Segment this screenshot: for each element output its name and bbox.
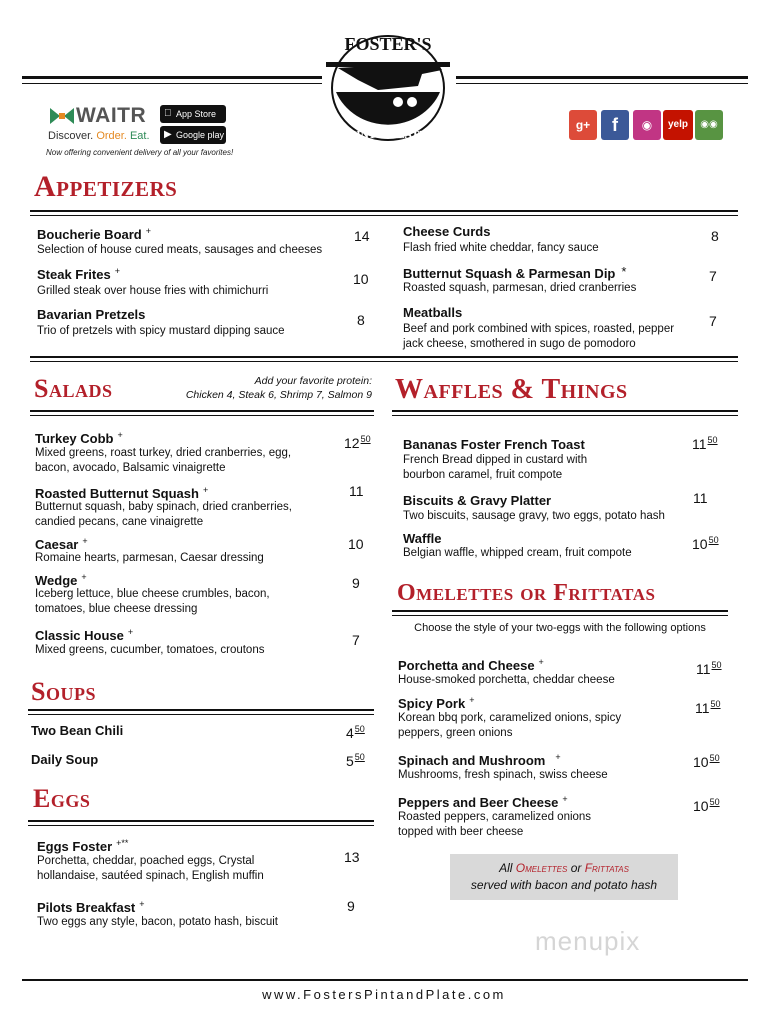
menu-item-name: Eggs Foster +** xyxy=(37,838,129,854)
menu-item-price: 13 xyxy=(344,849,360,865)
menu-item-desc: Mixed greens, roast turkey, dried cranberries, egg, bacon, avocado, Balsamic vinaigrette xyxy=(35,447,292,474)
appetizers-title: Appetizers xyxy=(34,170,178,203)
menu-item-name: Daily Soup xyxy=(31,752,99,767)
plane-logo-icon xyxy=(318,20,458,150)
menu-item-desc: Selection of house cured meats, sausages and cheeses xyxy=(37,244,323,256)
instagram-icon[interactable]: ◉ xyxy=(633,110,661,140)
menu-item-price: 10 xyxy=(348,536,364,552)
soups-rule xyxy=(28,709,374,711)
menu-item-desc: Trio of pretzels with spicy mustard dipping sauce xyxy=(37,325,285,337)
menu-item-name: Spicy Pork + xyxy=(398,695,475,711)
google-play-label: Google play xyxy=(176,130,225,140)
menu-item-price: $11^{50}$ xyxy=(695,699,721,716)
header-rule-left-top xyxy=(22,76,322,79)
eggs-rule-2 xyxy=(28,825,374,826)
header-rule-right-top xyxy=(456,76,748,79)
menu-item-name: Turkey Cobb + xyxy=(35,430,123,446)
app-store-label: App Store xyxy=(176,109,217,119)
footer-rule xyxy=(22,979,748,981)
menu-item-name: Two Bean Chili xyxy=(31,723,124,738)
menu-item-price: $5^{50}$ xyxy=(346,752,365,769)
menu-item-price: $4^{50}$ xyxy=(346,724,365,741)
appetizers-rule-top xyxy=(30,210,738,212)
menu-item-price: 14 xyxy=(354,228,370,244)
menu-item-price: $10^{50}$ xyxy=(692,535,719,552)
omelettes-rule-2 xyxy=(392,615,728,616)
salads-rule xyxy=(30,410,374,412)
delivery-note: Now offering convenient delivery of all your favorites! xyxy=(46,148,234,157)
menu-item-price: $12^{50}$ xyxy=(344,434,371,451)
google-plus-icon[interactable]: g+ xyxy=(569,110,597,140)
protein-note xyxy=(160,374,372,402)
menu-item-desc: Two biscuits, sausage gravy, two eggs, potato hash xyxy=(403,510,665,522)
appetizers-rule-top-2 xyxy=(30,215,738,216)
protein-note-line1: Add your favorite protein: xyxy=(254,375,372,387)
yelp-icon[interactable]: yelp xyxy=(663,110,693,140)
menu-item-desc: Mushrooms, fresh spinach, swiss cheese xyxy=(398,769,608,781)
menu-item-price: 10 xyxy=(353,271,369,287)
menu-item-name: Biscuits & Gravy Platter xyxy=(403,493,552,508)
menu-item-name: Meatballs xyxy=(403,305,463,320)
menu-item-desc: Roasted squash, parmesan, dried cranberries xyxy=(403,282,637,294)
menu-item-desc: Iceberg lettuce, blue cheese crumbles, bacon, tomatoes, blue cheese dressing xyxy=(35,588,270,615)
eggs-title: Eggs xyxy=(33,784,91,813)
salads-rule-2 xyxy=(30,415,374,416)
menu-item-desc: Porchetta, cheddar, poached eggs, Crystal hollandaise, sautéed spinach, English muffin xyxy=(37,855,264,882)
footer-url[interactable]: www.FostersPintandPlate.com xyxy=(262,987,506,1002)
menu-item-name: Cheese Curds xyxy=(403,224,491,239)
menu-item-name: Wedge + xyxy=(35,572,87,588)
soups-title: Soups xyxy=(31,677,96,706)
protein-note-line2: Chicken 4, Steak 6, Shrimp 7, Salmon 9 xyxy=(185,389,372,401)
menu-item-name: Bananas Foster French Toast xyxy=(403,437,585,452)
menu-item-desc: Grilled steak over house fries with chimichurri xyxy=(37,285,269,297)
menu-item-price: 8 xyxy=(711,228,719,244)
menu-item-desc: Two eggs any style, bacon, potato hash, biscuit xyxy=(37,916,279,928)
google-play-badge[interactable] xyxy=(160,126,226,144)
menu-item-price: $10^{50}$ xyxy=(693,753,720,770)
menu-item-desc: Flash fried white cheddar, fancy sauce xyxy=(403,242,599,254)
menu-item-desc: Butternut squash, baby spinach, dried cranberries, candied pecans, cane vinaigrette xyxy=(35,501,292,528)
menu-item-name: Peppers and Beer Cheese + xyxy=(398,794,568,810)
omelettes-title: Omelettes or Frittatas xyxy=(397,580,656,606)
menupix-watermark: menupix xyxy=(535,926,641,956)
omelettes-subtitle: Choose the style of your two-eggs with the following options xyxy=(414,622,706,634)
menu-item-price: $11^{50}$ xyxy=(696,660,722,677)
menu-item-desc: Mixed greens, cucumber, tomatoes, croutons xyxy=(35,644,265,656)
menu-item-price: 11 xyxy=(349,483,364,499)
appetizers-rule-bottom xyxy=(30,356,738,358)
waffles-rule xyxy=(392,410,738,412)
menu-item-desc: House-smoked porchetta, cheddar cheese xyxy=(398,674,615,686)
soups-rule-2 xyxy=(28,714,374,715)
menu-item-desc: Belgian waffle, whipped cream, fruit compote xyxy=(403,547,632,559)
menu-item-desc: French Bread dipped in custard with bourbon caramel, fruit compote xyxy=(403,454,588,481)
menu-item-name: Boucherie Board + xyxy=(37,226,152,242)
salads-title: Salads xyxy=(34,374,113,403)
waffles-title: Waffles & Things xyxy=(395,374,628,405)
menu-item-price: $10^{50}$ xyxy=(693,797,720,814)
menu-item-name: Caesar + xyxy=(35,536,88,552)
waffles-rule-2 xyxy=(392,415,738,416)
logo-bottom-text: PINT & PLATE xyxy=(349,129,427,141)
waitr-tagline xyxy=(48,130,150,142)
eggs-rule xyxy=(28,820,374,822)
menu-item-price: 9 xyxy=(352,575,360,591)
menu-item-name: Classic House + xyxy=(35,627,134,643)
menu-item-price: 7 xyxy=(709,313,717,329)
apple-icon xyxy=(164,105,172,123)
facebook-icon[interactable]: f xyxy=(601,110,629,140)
menu-item-price: 7 xyxy=(352,632,360,648)
menu-item-price: 8 xyxy=(357,312,365,328)
header-rule-right-bottom xyxy=(456,83,748,84)
menu-item-price: 7 xyxy=(709,268,717,284)
logo-top-text: FOSTER'S xyxy=(344,34,432,54)
sides-note-line1: All Omelettes or Frittatas xyxy=(499,861,629,875)
waitr-promo xyxy=(48,104,150,142)
tag-order: Order. xyxy=(96,130,127,142)
menu-item-name: Pilots Breakfast + xyxy=(37,899,145,915)
menu-item-desc: Beef and pork combined with spices, roasted, pepper jack cheese, smothered in sugo de pomodoro xyxy=(403,323,675,350)
tag-discover: Discover. xyxy=(48,130,94,142)
fosters-logo xyxy=(318,20,458,150)
tag-eat: Eat. xyxy=(129,130,150,142)
menu-item-desc: Korean bbq pork, caramelized onions, spicy peppers, green onions xyxy=(398,712,622,739)
menu-item-desc: Roasted peppers, caramelized onions topped with beer cheese xyxy=(398,811,592,838)
tripadvisor-icon[interactable]: ◉◉ xyxy=(695,110,723,140)
play-icon: ▶ xyxy=(164,129,172,140)
waitr-bowtie-icon xyxy=(48,106,76,126)
menu-item-name: Bavarian Pretzels xyxy=(37,307,146,322)
menu-item-name: Butternut Squash & Parmesan Dip * xyxy=(403,264,627,281)
waitr-brand: WAITR xyxy=(76,104,147,127)
menu-item-name: Porchetta and Cheese + xyxy=(398,657,544,673)
menu-item-name: Roasted Butternut Squash + xyxy=(35,485,209,501)
menu-item-name: Steak Frites + xyxy=(37,266,120,282)
sides-note-line2: served with bacon and potato hash xyxy=(470,878,658,892)
appetizers-rule-bottom-2 xyxy=(30,361,738,362)
app-store-badge[interactable] xyxy=(160,105,226,123)
omelette-sides-note xyxy=(450,854,678,900)
header-rule-left-bottom xyxy=(22,83,322,84)
menu-item-price: 11 xyxy=(693,490,708,506)
menu-item-name: Waffle xyxy=(403,531,442,546)
menu-item-name: Spinach and Mushroom + xyxy=(398,752,561,768)
menu-item-price: 9 xyxy=(347,898,355,914)
menu-item-desc: Romaine hearts, parmesan, Caesar dressing xyxy=(35,552,264,564)
omelettes-rule xyxy=(392,610,728,612)
menu-item-price: $11^{50}$ xyxy=(692,435,718,452)
